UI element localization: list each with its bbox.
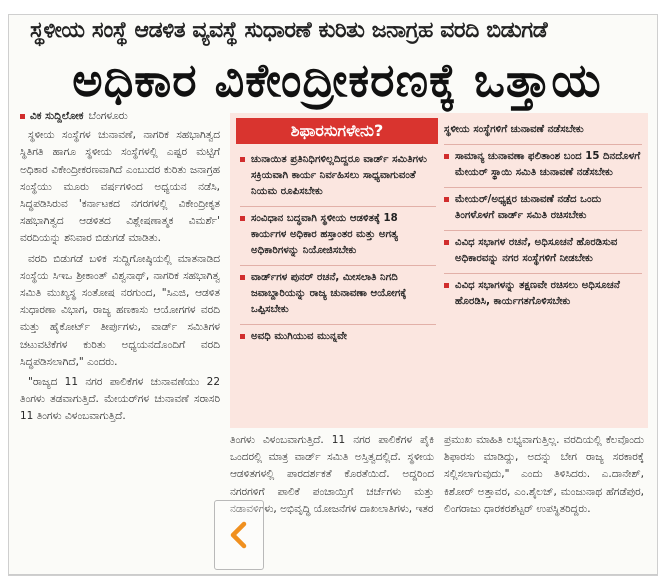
recommendations-list-left: [240, 148, 436, 351]
bottom-divider: [8, 574, 658, 575]
list-item: [444, 274, 642, 316]
bullet-square-icon: [240, 275, 245, 280]
list-item: [444, 231, 642, 274]
byline-source: ವಿಕ ಸುದ್ದಿಲೋಕ: [30, 110, 84, 122]
list-item: [444, 145, 642, 188]
paragraph: "ರಾಜ್ಯದ 11 ನಗರ ಪಾಲಿಕೆಗಳ ಚುನಾವಣೆಯು 22 ತಿಂಗಳು ತಡವಾಗುತ್ತಿದೆ. ಮೇಯರ್‌ಗಳ ಚುನಾವಣೆ ಸರಾಸರಿ 11 ತಿಂಗಳು ವಿಳಂಬವಾಗುತ್ತಿದೆ.: [20, 376, 220, 423]
bullet-square-icon: [240, 334, 245, 339]
list-item-text: ಸಾಮಾನ್ಯ ಚುನಾವಣಾ ಫಲಿತಾಂಶ ಬಂದ 15 ದಿನದೊಳಗೆ ಮೇಯರ್ ಸ್ಥಾಯಿ ಸಮಿತಿ ಚುನಾವಣೆ ನಡೆಸಬೇಕು: [455, 151, 641, 178]
recommendations-list-right: [444, 118, 642, 316]
article-column-1: [20, 108, 220, 560]
list-item-text: ವಿವಿಧ ಸಭಾಗಳ ರಚನೆ, ಅಧಿಸೂಚನೆ ಹೊರಡಿಸುವ ಅಧಿಕಾರವನ್ನು ನಗರ ಸಂಸ್ಥೆಗಳಿಗೆ ನೀಡಬೇಕು: [455, 237, 618, 264]
list-item-text: ಚುನಾಯಿತ ಪ್ರತಿನಿಧಿಗಳಿಲ್ಲದಿದ್ದರೂ ವಾರ್ಡ್ ಸಮಿತಿಗಳು ಸಕ್ರಿಯವಾಗಿ ಕಾರ್ಯ ನಿರ್ವಹಿಸಲು ಸಾಧ್ಯವಾಗುವಂತೆ ನಿಯಮ ರೂಪಿಸಬೇಕು: [251, 154, 427, 197]
paragraph: ವರದಿ ಬಿಡುಗಡೆ ಬಳಿಕ ಸುದ್ದಿಗೋಷ್ಠಿಯಲ್ಲಿ ಮಾತನಾಡಿದ ಸಂಸ್ಥೆಯ ಸಿಇಒ ಶ್ರೀಕಾಂತ್ ವಿಶ್ವನಾಥ್, ನಾಗರಿಕ ಸಹಭಾಗಿತ್ವ ಸಮಿತಿ ಮುಖ್ಯಸ್ಥ ಸಂತೋಷ ನರಗುಂದ, "ಸಿಎಜಿ, ಆಡಳಿತ ಸುಧಾರಣಾ ವಿಭಾಗ, ರಾಜ್ಯ ಹಣಕಾಸು ಆಯೋಗಗಳ ವರದಿ ಮತ್ತು ಹೈಕೋರ್ಟ್ ತೀರ್ಪುಗಳು, ವಾರ್ಡ್ ಸಮಿತಿಗಳ ಚಟುವಟಿಕೆಗಳ ಕುರಿತು ಅಧ್ಯಯನದೊಂದಿಗೆ ವರದಿ ಸಿದ್ಧಪಡಿಸಲಾಗಿದೆ," ಎಂದರು.: [20, 252, 220, 368]
list-item: [444, 118, 642, 145]
list-item: [240, 325, 436, 351]
byline-city: ಬೆಂಗಳೂರು: [88, 110, 128, 122]
bullet-square-icon: [20, 114, 25, 119]
bullet-square-icon: [240, 216, 245, 221]
list-item-text: ವಾರ್ಡ್‌ಗಳ ಪುನರ್ ರಚನೆ, ಮೀಸಲಾತಿ ನಿಗದಿ ಜವಾಬ್ದಾರಿಯನ್ನು ರಾಜ್ಯ ಚುನಾವಣಾ ಆಯೋಗಕ್ಕೆ ಒಪ್ಪಿಸಬೇಕು: [251, 272, 407, 315]
article-kicker: ಸ್ಥಳೀಯ ಸಂಸ್ಥೆ ಆಡಳಿತ ವ್ಯವಸ್ಥೆ ಸುಧಾರಣೆ ಕುರಿತು ಜನಾಗ್ರಹ ವರದಿ ಬಿಡುಗಡೆ: [30, 18, 548, 43]
list-item-text: ಮೇಯರ್/ಅಧ್ಯಕ್ಷರ ಚುನಾವಣೆ ನಡೆದ ಒಂದು ತಿಂಗಳೊಳಗೆ ವಾರ್ಡ್ ಸಮಿತಿ ರಚಿಸಬೇಕು: [455, 194, 602, 221]
bullet-square-icon: [444, 240, 449, 245]
paragraph: ತಿಂಗಳು ವಿಳಂಬವಾಗುತ್ತಿದೆ. 11 ನಗರ ಪಾಲಿಕೆಗಳ ಪೈಕಿ ಒಂದರಲ್ಲಿ ಮಾತ್ರ ವಾರ್ಡ್ ಸಮಿತಿ ಅಸ್ತಿತ್ವದಲ್ಲಿದೆ. ಸ್ಥಳೀಯ ಆಡಳಿತಗಳಲ್ಲಿ ಪಾರದರ್ಶಕತೆ ಕೊರತೆಯಿದೆ. ಅದ್ದರಿಂದ ನಗರಗಳಿಗೆ ಪಾಲಿಕೆ ಪಂಚಾಯ್ತಿಗೆ ಚರ್ಚೆಗಳು ಮತ್ತು ನಡಾವಳಿಗಳು, ಅಭಿವೃದ್ಧಿ ಯೋಜನೆಗಳ ದಾಖಲಾತಿಗಳು, ಇತರ: [230, 434, 434, 515]
list-item: [240, 207, 436, 266]
list-item-text: ಸಂವಿಧಾನ ಬದ್ಧವಾಗಿ ಸ್ಥಳೀಯ ಆಡಳಿತಕ್ಕೆ 18 ಕಾರ್ಯಗಳ ಅಧಿಕಾರ ಹಸ್ತಾಂತರ ಮತ್ತು ಅಗತ್ಯ ಅಧಿಕಾರಿಗಳನ್ನು ನಿಯೋಜಿಸಬೇಕು: [251, 213, 398, 256]
list-item-text: ವಿವಿಧ ಸಭಾಗಳನ್ನು ತಕ್ಷಣವೇ ರಚಿಸಲು ಅಧಿಸೂಚನೆ ಹೊರಡಿಸಿ, ಕಾರ್ಯಗತಗೊಳಿಸಬೇಕು: [455, 280, 620, 307]
article-headline: ಅಧಿಕಾರ ವಿಕೇಂದ್ರೀಕರಣಕ್ಕೆ ಒತ್ತಾಯ: [72, 53, 602, 107]
bullet-square-icon: [444, 197, 449, 202]
paragraph: ಪ್ರಮುಖ ಮಾಹಿತಿ ಲಭ್ಯವಾಗುತ್ತಿಲ್ಲ. ವರದಿಯಲ್ಲಿ ಕೆಲವೊಂದು ಶಿಫಾರಸು ಮಾಡಿದ್ದು, ಅದನ್ನು ಬೇಗ ರಾಜ್ಯ ಸರಕಾರಕ್ಕೆ ಸಲ್ಲಿಸಲಾಗುವುದು," ಎಂದು ತಿಳಿಸಿದರು. ಎ.ದಾನೇಶ್, ಕಿಶೋರ್ ಅತ್ತಾವರ, ಎಂ.ಶೈಲಜ್, ಮಂಜುನಾಥ ಹೆಗಡೆಪುರ, ಲಿಂಗರಾಜು ಧಾರಕರಶೆಟ್ಟರ್ ಉಪಸ್ಥಿತರಿದ್ದರು.: [444, 434, 644, 515]
recommendations-title: ಶಿಫಾರಸುಗಳೇನು?: [236, 118, 438, 144]
list-item-text: ಸ್ಥಳೀಯ ಸಂಸ್ಥೆಗಳಿಗೆ ಚುನಾವಣೆ ನಡೆಸಬೇಕು: [444, 124, 584, 135]
paragraph: ಸ್ಥಳೀಯ ಸಂಸ್ಥೆಗಳ ಚುನಾವಣೆ, ನಾಗರಿಕ ಸಹಭಾಗಿತ್ವದ ಸ್ಥಿತಿಗತಿ ಹಾಗೂ ಸ್ಥಳೀಯ ಸಂಸ್ಥೆಗಳಲ್ಲಿ ಎಷ್ಟರ ಮಟ್ಟಿಗೆ ಅಧಿಕಾರ ವಿಕೇಂದ್ರೀಕರಣವಾಗಿದೆ ಎಂಬುದರ ಕುರಿತು ಜನಾಗ್ರಹ ಸಂಸ್ಥೆಯು ಮೂರು ವರ್ಷಗಳಿಂದ ಅಧ್ಯಯನ ನಡೆಸಿ, ಸಿದ್ಧಪಡಿಸಿರುವ 'ಕರ್ನಾಟಕದ ನಗರಗಳಲ್ಲಿ ವಿಕೇಂದ್ರೀಕೃತ ಸಹಭಾಗಿತ್ವದ ಆಡಳಿತದ ವಿಶ್ಲೇಷಣಾತ್ಮಕ ವಿಮರ್ಶೆ' ವರದಿಯನ್ನು ಶನಿವಾರ ಬಿಡುಗಡೆ ಮಾಡಿತು.: [20, 129, 220, 245]
bullet-square-icon: [240, 157, 245, 162]
list-item: [240, 148, 436, 207]
list-item: [240, 266, 436, 325]
list-item: [444, 188, 642, 231]
byline: [20, 108, 220, 125]
bullet-square-icon: [444, 283, 449, 288]
bullet-square-icon: [444, 154, 449, 159]
list-item-text: ಅವಧಿ ಮುಗಿಯುವ ಮುನ್ನವೇ: [251, 331, 347, 342]
article-column-3: [444, 432, 644, 562]
chevron-left-icon: [228, 520, 250, 550]
previous-page-button[interactable]: [214, 500, 264, 570]
